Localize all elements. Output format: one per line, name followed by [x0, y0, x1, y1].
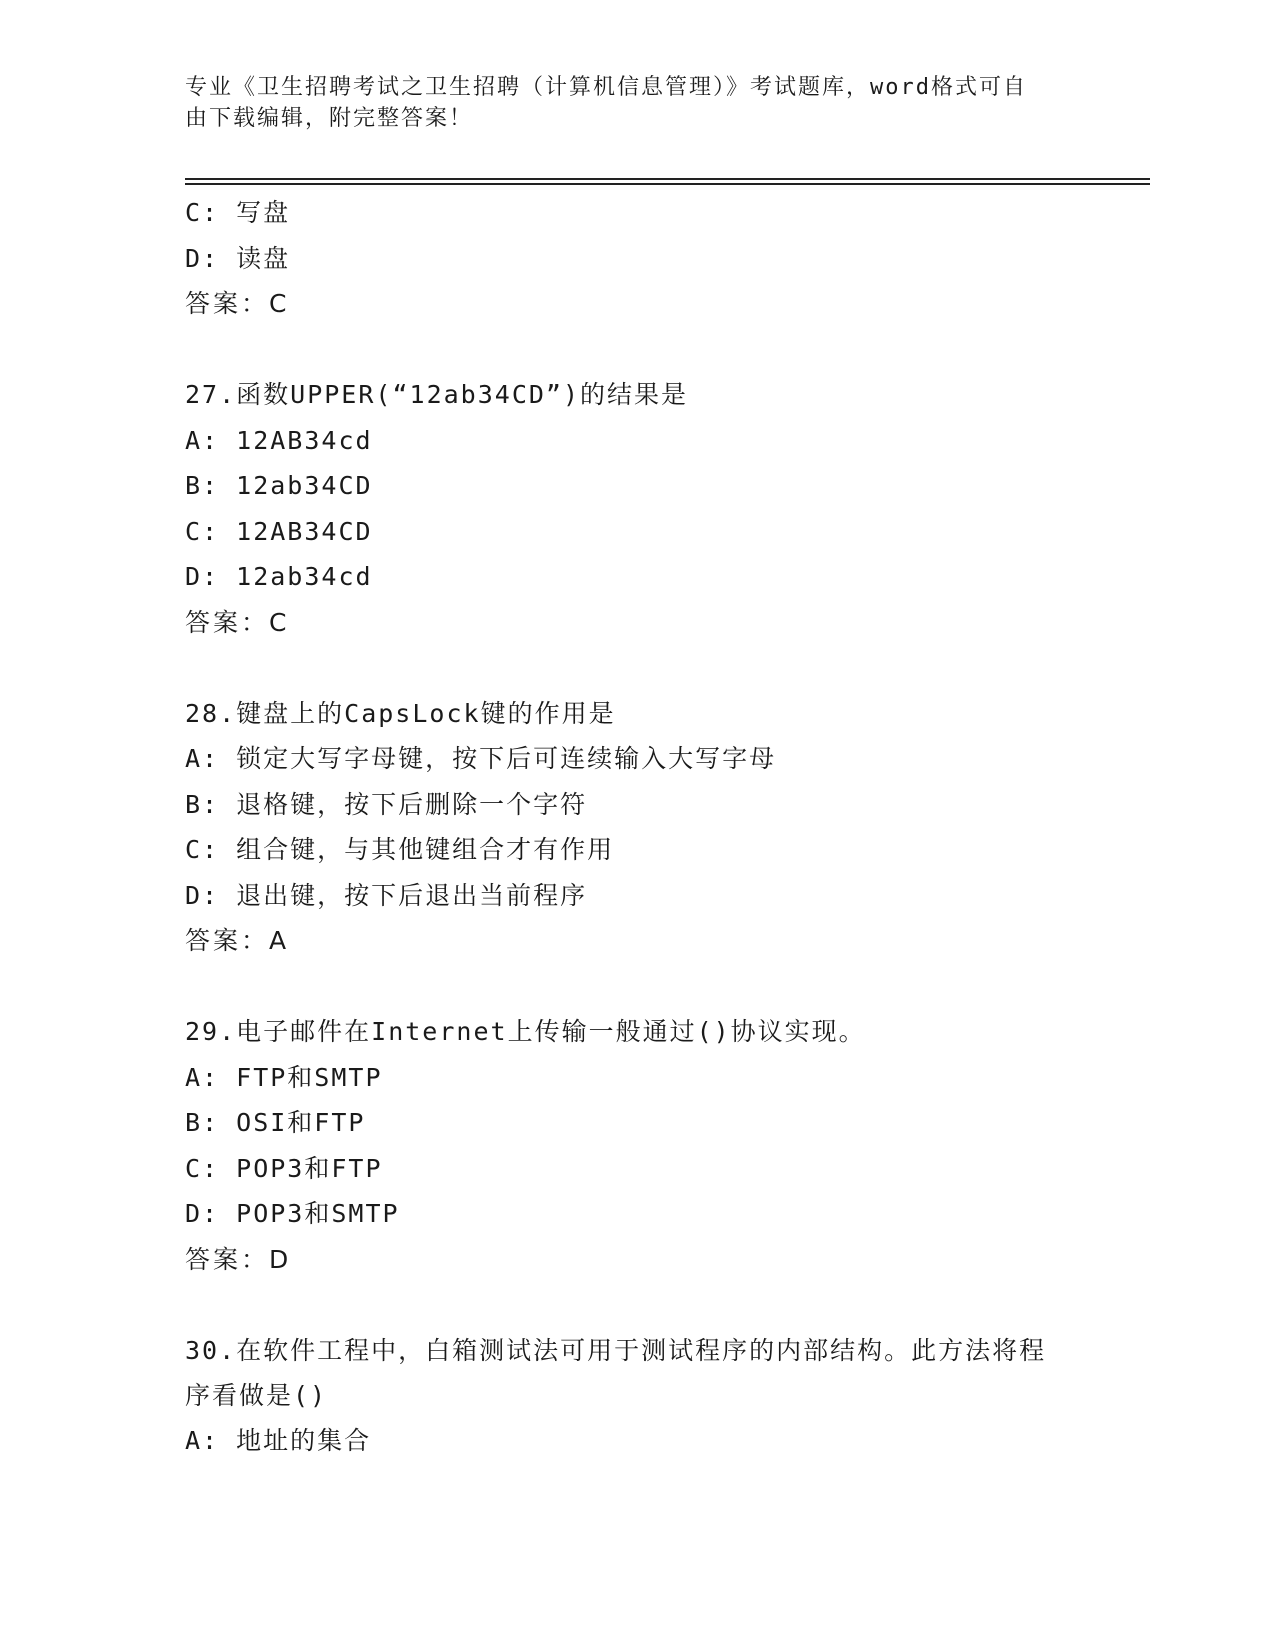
header-line-1: 专业《卫生招聘考试之卫生招聘（计算机信息管理）》考试题库，word格式可自: [185, 75, 1027, 100]
header-divider-top: [185, 178, 1150, 180]
question-27: [185, 372, 1085, 645]
answer-line: 答案：D: [185, 1244, 292, 1274]
option-d: D: 读盘: [185, 243, 291, 273]
question-content: [185, 190, 1085, 1463]
question-stem: 30.在软件工程中，白箱测试法可用于测试程序的内部结构。此方法将程序看做是(): [185, 1335, 1047, 1410]
option-d: D: POP3和SMTP: [185, 1199, 400, 1228]
question-29: [185, 1009, 1085, 1282]
option-a: A: 锁定大写字母键，按下后可连续输入大写字母: [185, 744, 777, 773]
answer-line: 答案：C: [185, 289, 290, 318]
header-divider-bottom: [185, 183, 1150, 185]
option-a: A: FTP和SMTP: [185, 1062, 383, 1092]
option-a: A: 地址的集合: [185, 1425, 372, 1455]
question-26-continued: [185, 190, 1085, 327]
document-header: [185, 72, 1065, 134]
option-a: A: 12AB34cd: [185, 425, 373, 455]
option-c: C: 写盘: [185, 198, 291, 227]
header-line-2: 由下载编辑，附完整答案！: [185, 106, 474, 131]
option-d: D: 12ab34cd: [185, 562, 373, 591]
answer-line: 答案：C: [185, 607, 290, 637]
option-d: D: 退出键，按下后退出当前程序: [185, 880, 588, 910]
option-c: C: 12AB34CD: [185, 516, 373, 546]
option-b: B: 12ab34CD: [185, 471, 373, 500]
option-c: C: POP3和FTP: [185, 1153, 383, 1183]
question-30: [185, 1328, 1085, 1464]
option-c: C: 组合键，与其他键组合才有作用: [185, 835, 615, 864]
option-b: B: OSI和FTP: [185, 1108, 366, 1137]
answer-line: 答案：A: [185, 926, 290, 955]
question-stem: 28.键盘上的CapsLock键的作用是: [185, 698, 616, 728]
question-stem: 27.函数UPPER(“12ab34CD”)的结果是: [185, 380, 689, 409]
option-b: B: 退格键，按下后删除一个字符: [185, 789, 588, 819]
question-stem: 29.电子邮件在Internet上传输一般通过()协议实现。: [185, 1017, 866, 1046]
question-28: [185, 691, 1085, 964]
